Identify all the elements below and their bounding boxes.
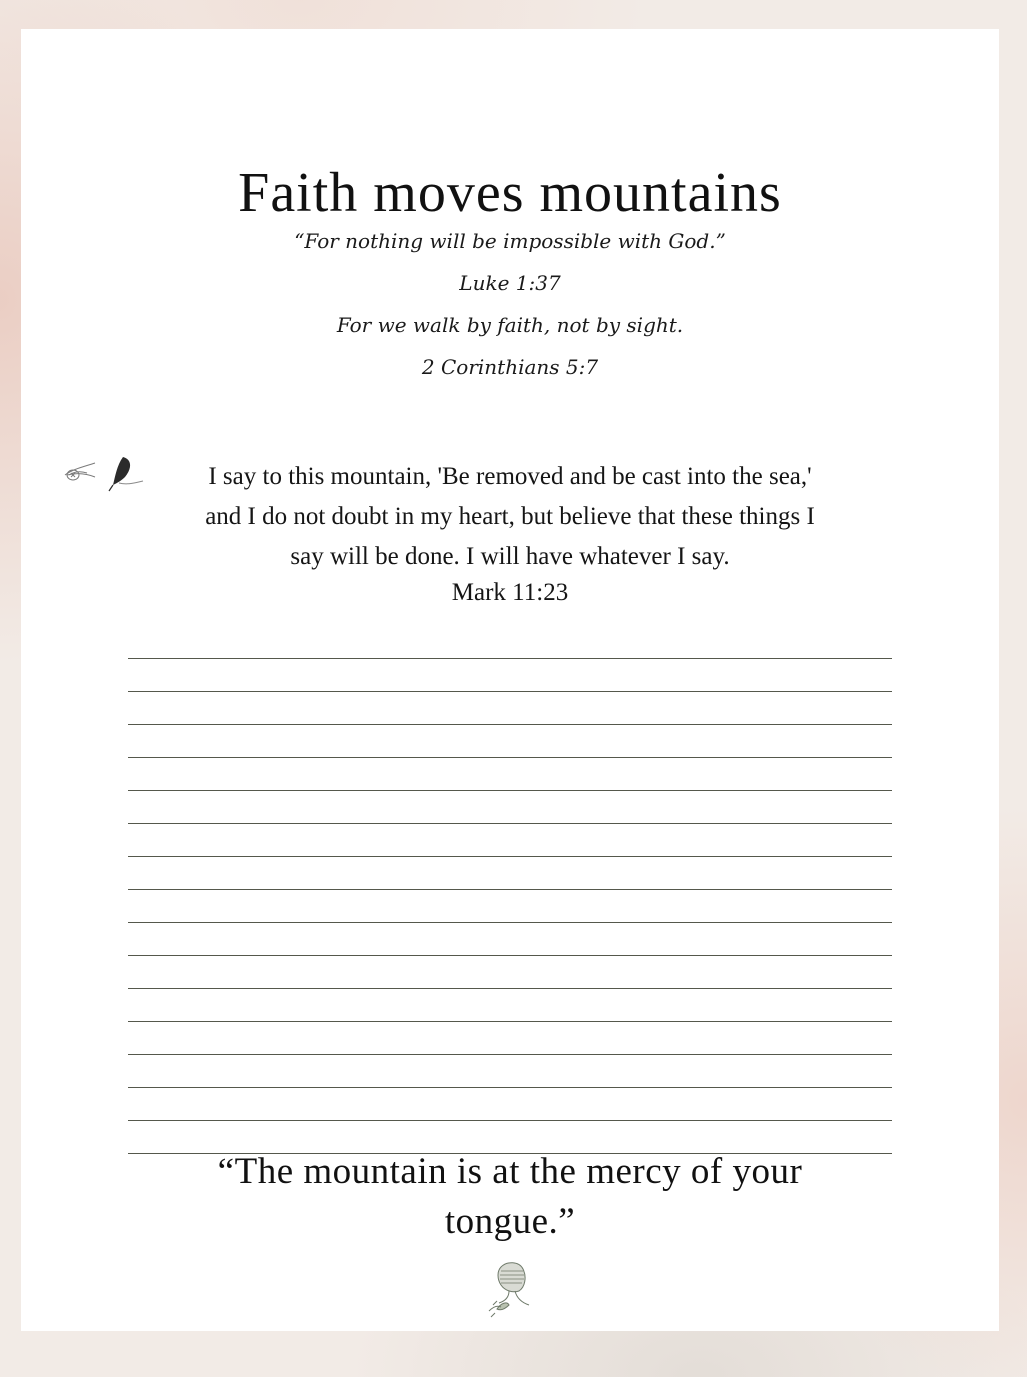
writing-line[interactable] — [128, 659, 892, 692]
writing-line[interactable] — [128, 791, 892, 824]
quill-icon — [65, 463, 95, 480]
writing-lines — [128, 626, 892, 1154]
woman-portrait-icon — [479, 1259, 539, 1319]
writing-line[interactable] — [128, 824, 892, 857]
verse-line-2: and I do not doubt in my heart, but believe that these things I — [205, 503, 815, 530]
closing-quote-line-1: “The mountain is at the mercy of your — [217, 1151, 803, 1192]
verse-line-1: I say to this mountain, 'Be removed and be cast into the sea,' — [208, 463, 812, 490]
writing-line[interactable] — [128, 1088, 892, 1121]
page-title: Faith moves mountains — [238, 162, 782, 224]
closing-quote — [171, 1147, 849, 1247]
writing-line[interactable] — [128, 890, 892, 923]
writing-line[interactable] — [128, 857, 892, 890]
writing-line[interactable] — [128, 989, 892, 1022]
journal-page — [21, 29, 999, 1331]
verse-line-3: say will be done. I will have whatever I say. — [290, 543, 730, 570]
scripture-quote-1: “For nothing will be impossible with God.” — [294, 229, 726, 253]
writing-line[interactable] — [128, 626, 892, 659]
main-verse — [121, 457, 899, 577]
scripture-ref-2: 2 Corinthians 5:7 — [421, 355, 599, 379]
scripture-quote-2: For we walk by faith, not by sight. — [336, 313, 684, 337]
writing-line[interactable] — [128, 1055, 892, 1088]
writing-line[interactable] — [128, 692, 892, 725]
writing-line[interactable] — [128, 1022, 892, 1055]
writing-line[interactable] — [128, 758, 892, 791]
writing-line[interactable] — [128, 725, 892, 758]
writing-line[interactable] — [128, 956, 892, 989]
scripture-ref-1: Luke 1:37 — [459, 271, 561, 295]
closing-quote-line-2: tongue.” — [444, 1201, 576, 1242]
writing-line[interactable] — [128, 923, 892, 956]
verse-reference: Mark 11:23 — [451, 579, 569, 606]
